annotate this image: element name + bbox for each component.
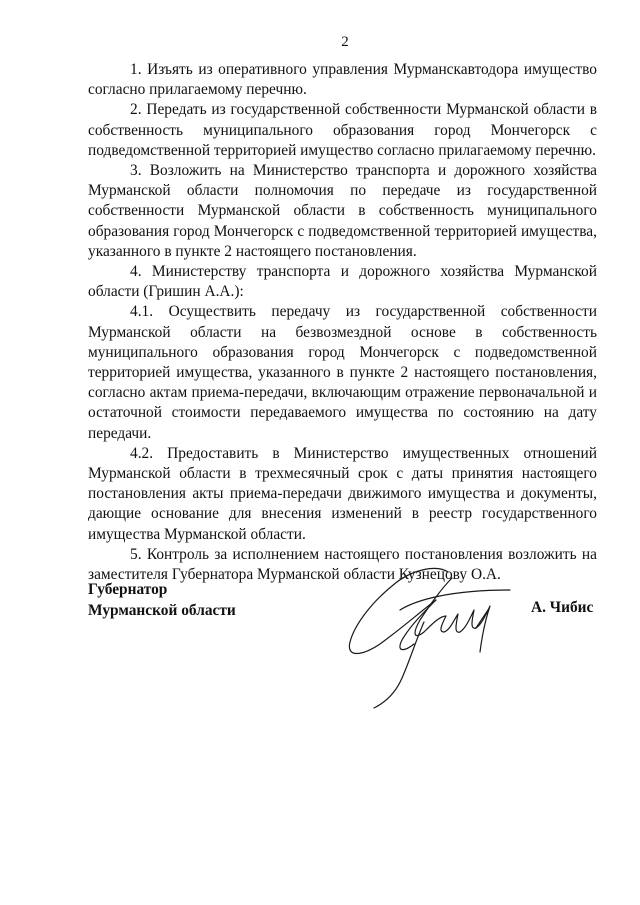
signatory-title — [88, 579, 236, 621]
page-number: 2 — [341, 34, 349, 50]
paragraph-5: 5. Контроль за исполнением настоящего постановления возложить на заместителя Губернатора Мурманской области Кузнецову О.А. — [88, 545, 597, 584]
paragraph-3: 3. Возложить на Министерство транспорта и дорожного хозяйства Мурманской области полномочия по передаче из государственной собственности Мурманской области в собственность муниципального образования город Мончегорск с подведомственной территорией имущества, указанного в пункте 2 настоящего постановления. — [88, 162, 597, 260]
handwritten-signature — [340, 560, 530, 710]
paragraph-1: 1. Изъять из оперативного управления Мурманскавтодора имущество согласно прилагаемому перечню. — [88, 61, 597, 99]
paragraph-4-2: 4.2. Предоставить в Министерство имущественных отношений Мурманской области в трехмесячный срок с даты принятия настоящего постановления акты приема-передачи движимого имущества и документы, дающие основание для внесения изменений в реестр государственного имущества Мурманской области. — [88, 444, 597, 543]
signature-strokes — [349, 568, 510, 708]
document-body — [88, 60, 597, 585]
paragraph-4: 4. Министерству транспорта и дорожного хозяйства Мурманской области (Гришин А.А.): — [88, 263, 597, 301]
signatory-name: А. Чибис — [531, 599, 594, 616]
signatory-title-line-1: Губернатор — [88, 581, 168, 598]
paragraph-2: 2. Передать из государственной собственности Мурманской области в собственность муниципального образования город Мончегорск с подведомственной территорией имущество согласно прилагаемому перечню. — [88, 101, 597, 159]
paragraph-4-1: 4.1. Осуществить передачу из государственной собственности Мурманской области на безвозмездной основе в собственность муниципального образования город Мончегорск с подведомственной территорией имущества, указанного в пункте 2 настоящего постановления, согласно актам приема-передачи, включающим отражение первоначальной и остаточной стоимости передаваемого имущества по состоянию на дату передачи. — [88, 303, 597, 442]
signatory-title-line-2: Мурманской области — [88, 602, 236, 619]
